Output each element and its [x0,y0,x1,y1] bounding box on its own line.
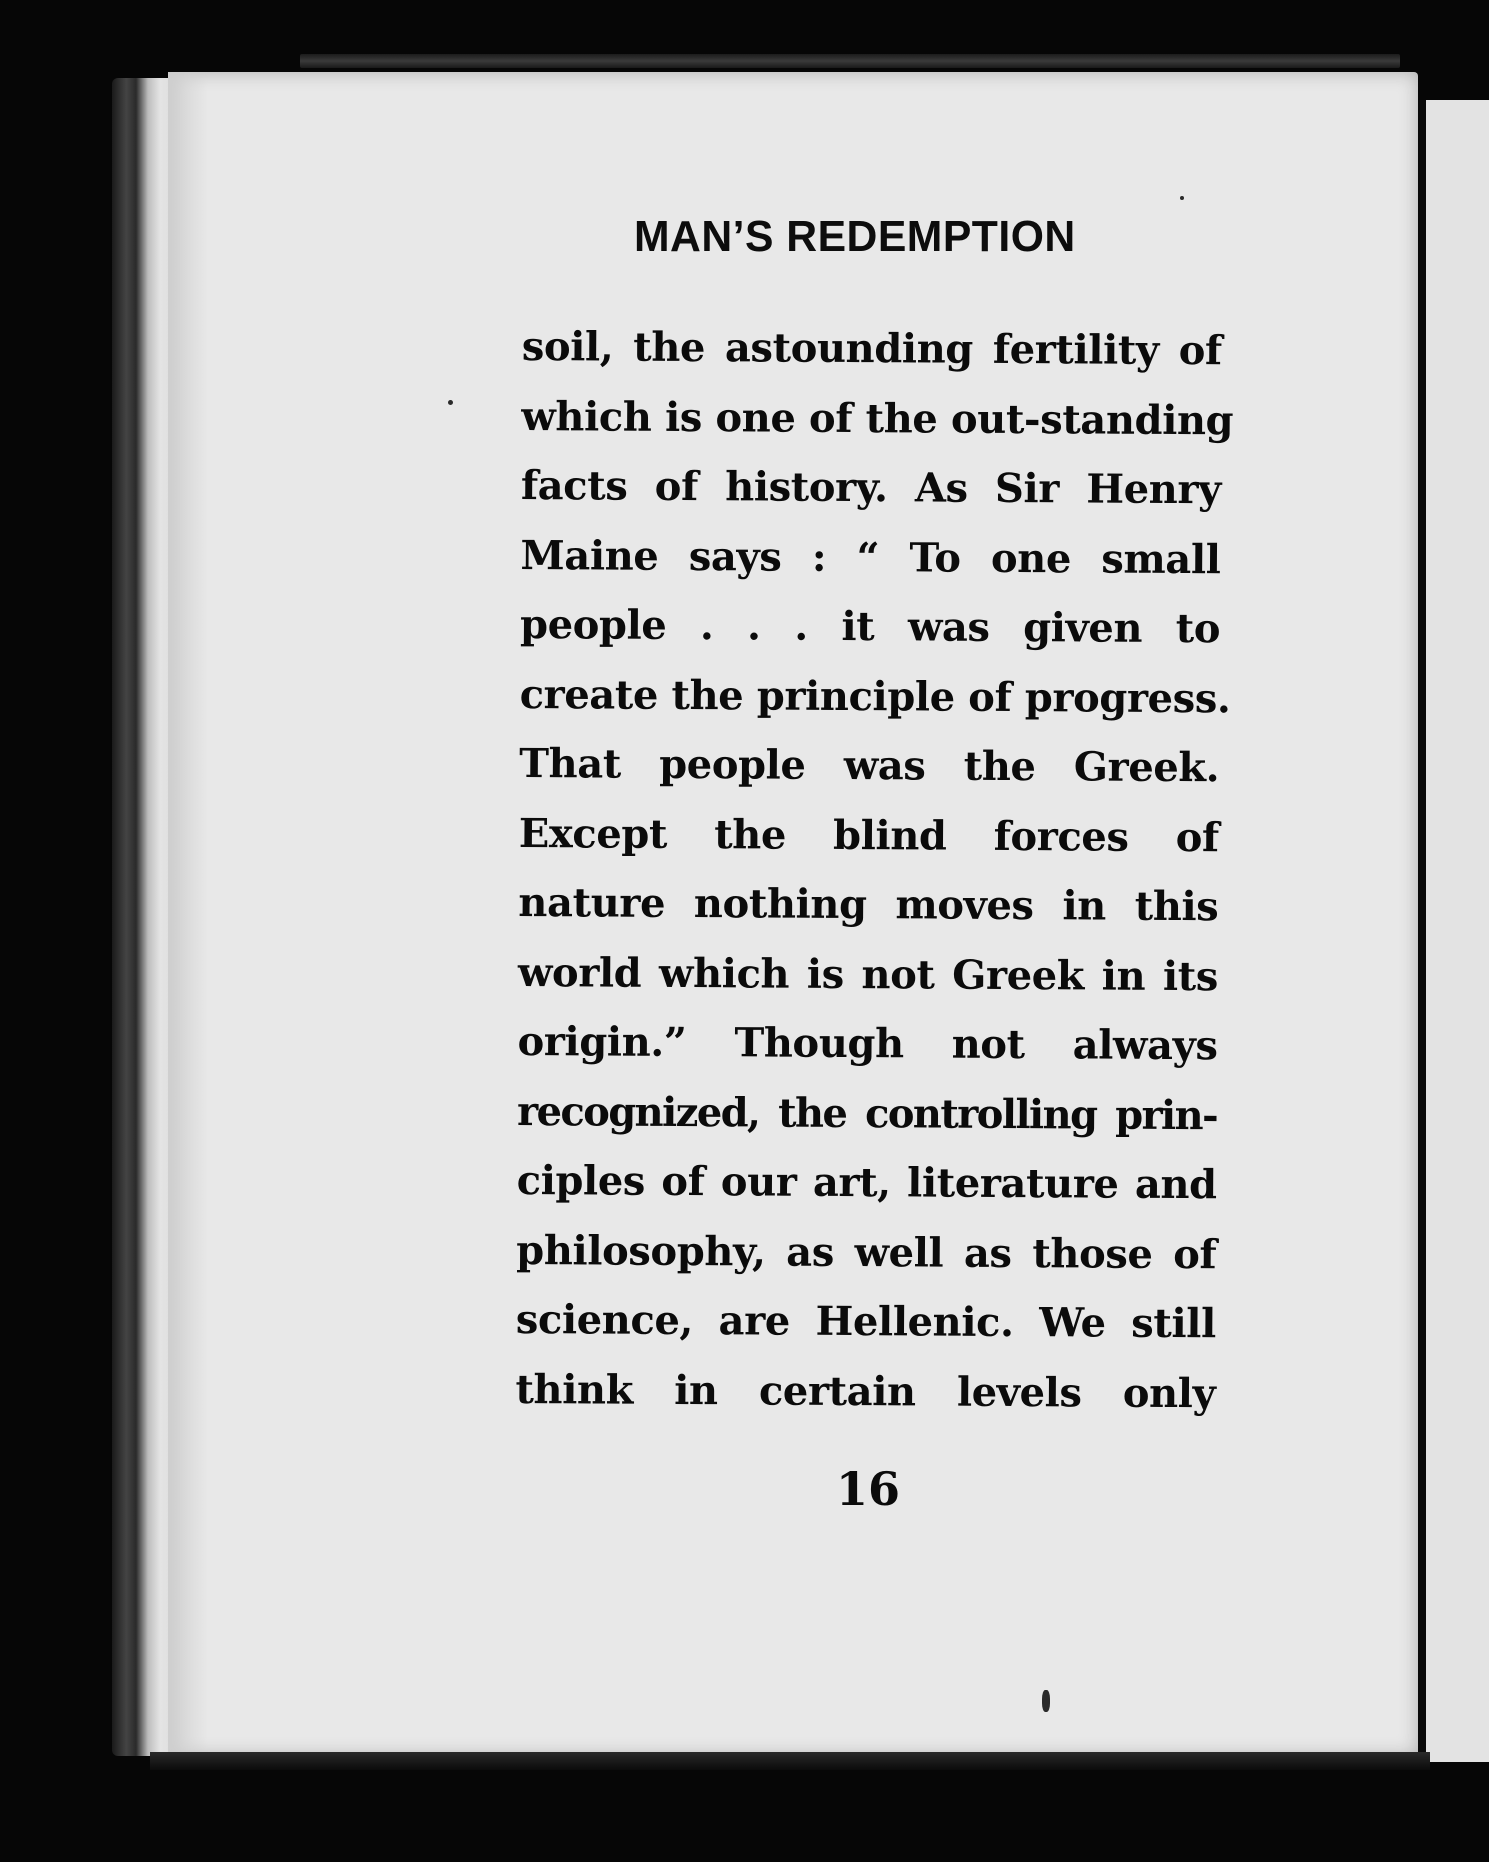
text-line: create the principle of progress. [519,670,1231,722]
text-line: world which is not Greek in its [517,948,1219,1000]
dust-speck [1042,1690,1050,1712]
text-line: people . . . it was given to [519,600,1221,653]
text-line: ciples of our art, literature and [516,1156,1217,1209]
text-line: Except the blind forces of [518,809,1219,861]
running-head: MAN’S REDEMPTION [634,212,1076,261]
dust-speck [1180,196,1184,200]
text-line: Maine says : “ To one small [520,531,1221,583]
text-line: origin.” Though not always [517,1017,1218,1070]
text-line: recognized, the controlling prin- [516,1087,1218,1139]
text-line: soil, the astounding fertility of [521,322,1222,375]
top-edge-shadow [300,54,1400,68]
gutter-shade [168,72,208,1756]
text-line: That people was the Greek. [519,739,1220,792]
text-line: philosophy, as well as those of [516,1226,1217,1278]
facing-page-edge [1418,100,1489,1762]
body-text [515,312,1234,1428]
bottom-edge-shadow [150,1752,1430,1770]
page-number: 16 [836,1462,901,1516]
dust-speck [448,400,453,405]
text-line: think in certain levels only [515,1365,1216,1417]
text-line: which is one of the out-standing [521,392,1234,444]
text-line: nature nothing moves in this [518,878,1219,931]
text-line: science, are Hellenic. We still [515,1295,1216,1348]
text-line: facts of history. As Sir Henry [520,461,1222,514]
